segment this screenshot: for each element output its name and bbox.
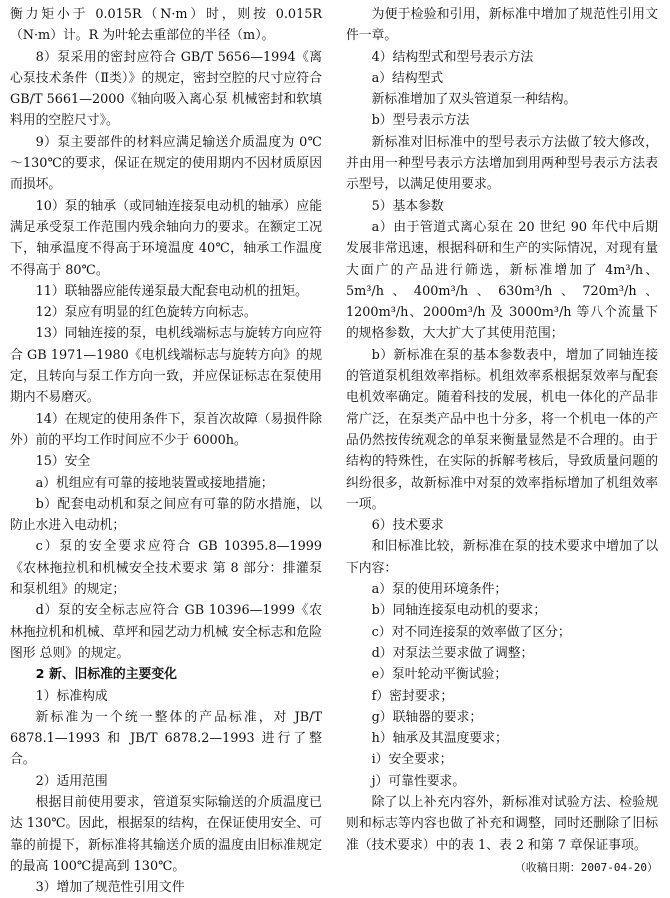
paragraph: 9）泵主要部件的材料应满足输送介质温度为 0℃～130℃的要求，保证在规定的使用期内不因材质原因而损坏。 — [10, 134, 322, 193]
paragraph: 11）联轴器应能传递泵最大配套电动机的扭矩。 — [35, 283, 308, 299]
paragraph: i）安全要求； — [371, 752, 453, 768]
paragraph: c）泵的安全要求应符合 GB 10395.8—1999《农林拖拉机和机械安全技术要求 第 8 部分：排灌泵和泵机组》的规定； — [10, 539, 322, 598]
paragraph: 12）泵应有明显的红色旋转方向标志。 — [35, 305, 257, 321]
subsection-heading: 4）结构型式和型号表示方法 — [371, 49, 534, 65]
paragraph: a）由于管道式离心泵在 20 世纪 90 年代中后期发展非常迅速，根据科研和生产的实际情况，对现有量大面广的产品进行筛选，新标准增加了 4m³/h、5m³/h、400m³/h、630m³/h、720m³/h、1200m³/h、2000m³/h 及 3000m³/h 等八个流量下的规格参数，大大扩大了其使用范围； — [346, 219, 658, 342]
left-column — [10, 4, 322, 898]
paragraph: b）同轴连接泵电动机的要求； — [371, 603, 547, 619]
paragraph: a）机组应有可靠的接地装置或接地措施； — [35, 475, 274, 491]
section-heading: 2 新、旧标准的主要变化 — [35, 667, 177, 683]
paragraph: e）泵叶轮动平衡试验； — [371, 667, 508, 683]
paragraph: h）轴承及其温度要求； — [371, 731, 508, 747]
paragraph: b）配套电动机和泵之间应有可靠的防水措施，以防止水进入电动机； — [10, 496, 322, 534]
paragraph: f）密封要求； — [371, 688, 454, 704]
paragraph: 14）在规定的使用条件下，泵首次故障（易损件除外）前的平均工作时间应不少于 6000h。 — [10, 411, 322, 448]
paragraph: d）对泵法兰要求做了调整； — [371, 645, 534, 661]
paragraph: 新标准对旧标准中的型号表示方法做了较大修改，并由用一种型号表示方法增加到用两种型号表示方法表示型号，以满足使用要求。 — [346, 134, 658, 193]
subsection-heading: 1）标准构成 — [35, 688, 108, 704]
paragraph: 和旧标准比较，新标准在泵的技术要求中增加了以下内容： — [346, 539, 658, 576]
paragraph: g）联轴器的要求； — [371, 709, 483, 725]
paragraph: 新标准为一个统一整体的产品标准，对 JB/T 6878.1—1993 和 JB/T 6878.2—1993 进行了整合。 — [10, 709, 322, 768]
subsection-heading: b）型号表示方法 — [371, 113, 470, 129]
paragraph: 为便于检验和引用，新标准中增加了规范性引用文件一章。 — [346, 7, 658, 44]
paragraph: 13）同轴连接的泵，电机线端标志与旋转方向应符合 GB 1971—1980《电机线端标志与旋转方向》的规定，且转向与泵工作方向一致，并应保证标志在泵使用期内不易磨灭。 — [10, 326, 322, 406]
subsection-heading: a）结构型式 — [371, 70, 444, 86]
received-date: （收稿日期：2007-04-20） — [514, 860, 658, 874]
paragraph: b）新标准在泵的基本参数表中，增加了同轴连接的管道泵机组效率指标。机组效率系根据泵效率与配套电机效率确定。随着科技的发展，机电一体化的产品非常广泛，在泵类产品中也十分多，将一个机电一体的产品仍然按传统观念的单泵来衡量显然是不合理的。由于结构的特殊性，在实际的拆解考核后，导致质量问题的纠纷很多，故新标准中对泵的效率指标增加了机组效率一项。 — [346, 347, 658, 512]
paragraph: c）对不同连接泵的效率做了区分； — [371, 624, 571, 640]
paragraph: 衡力矩小于 0.015R（N·m）时，则按 0.015R（N·m）计。R 为叶轮去重部位的半径（m）。 — [10, 7, 322, 44]
subsection-heading: 6）技术要求 — [371, 518, 444, 534]
subsection-heading: 2）适用范围 — [35, 773, 108, 789]
paragraph: 8）泵采用的密封应符合 GB/T 5656—1994《离心泵技术条件（Ⅱ类）》的规定，密封空腔的尺寸应符合 GB/T 5661—2000《轴向吸入离心泵 机械密封和软填料用的空腔尺寸》。 — [10, 49, 322, 129]
paragraph: 15）安全 — [35, 454, 91, 470]
paragraph: d）泵的安全标志应符合 GB 10396—1999《农林拖拉机和机械、草坪和园艺动力机械 安全标志和危险图形 总则》的规定。 — [10, 603, 322, 661]
paragraph: a）泵的使用环境条件； — [371, 582, 508, 598]
right-column — [346, 4, 658, 876]
paragraph: 新标准增加了双头管道泵一种结构。 — [371, 92, 577, 108]
subsection-heading: 5）基本参数 — [371, 198, 444, 214]
paragraph: j）可靠性要求。 — [371, 773, 466, 789]
subsection-heading: 3）增加了规范性引用文件 — [35, 880, 185, 896]
paragraph: 10）泵的轴承（或同轴连接泵电动机的轴承）应能满足承受泵工作范围内残余轴向力的要求。在额定工况下，轴承温度不得高于环境温度 40℃，轴承工作温度不得高于 80℃。 — [10, 198, 322, 278]
paragraph: 根据目前使用要求，管道泵实际输送的介质温度已达 130℃。因此，根据泵的结构，在保证使用安全、可靠的前提下，新标准将其输送介质的温度由旧标准规定的最高 100℃提高到 130℃。 — [10, 794, 322, 874]
paragraph: 除了以上补充内容外，新标准对试验方法、检验规则和标志等内容也做了补充和调整，同时还删除了旧标准（技术要求）中的表 1、表 2 和第 7 章保证事项。 — [346, 794, 658, 853]
